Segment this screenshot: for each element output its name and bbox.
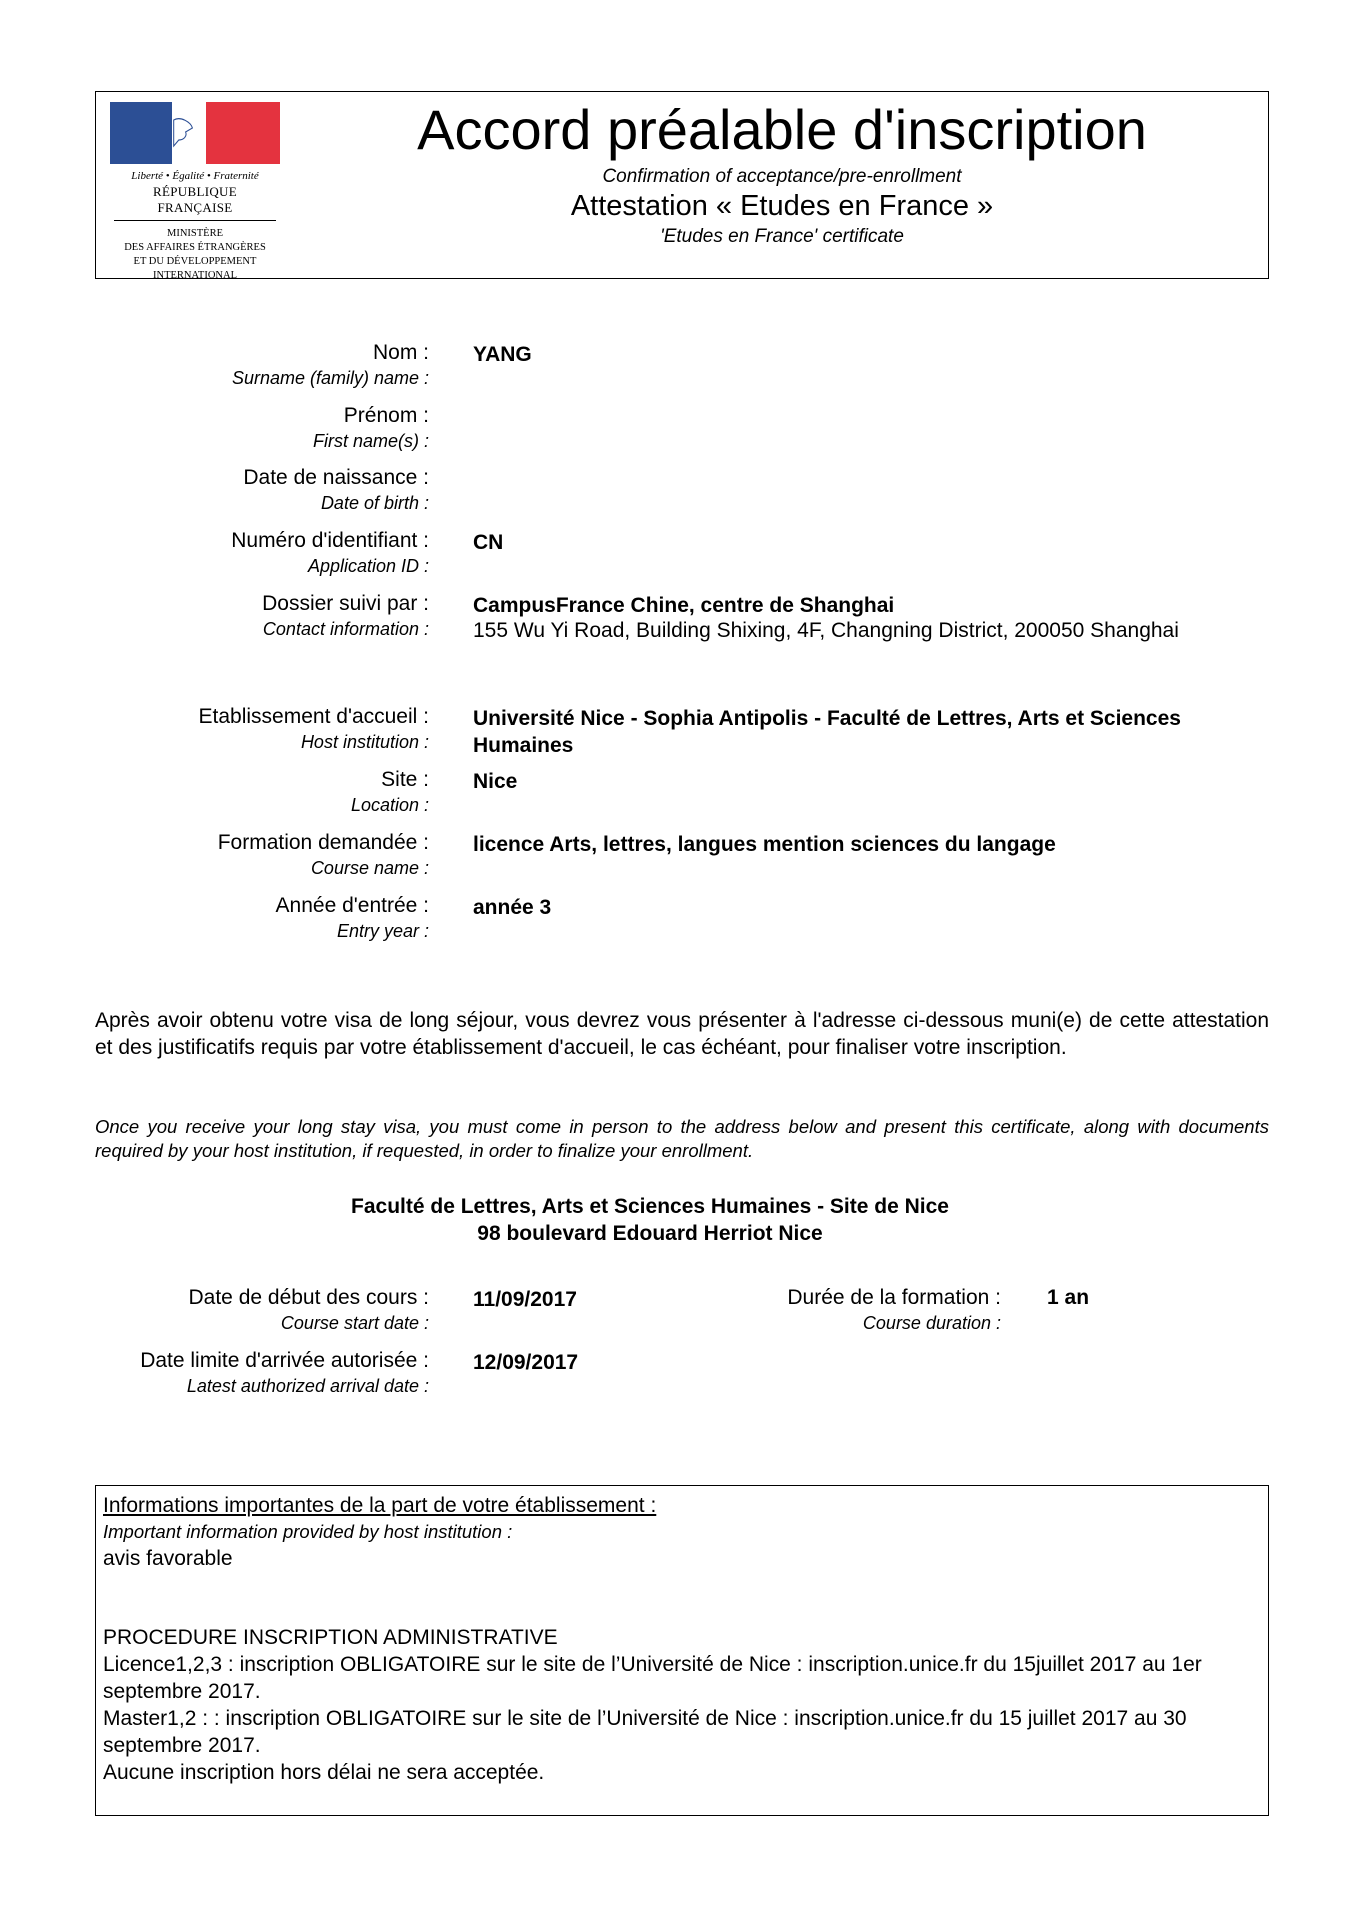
field-label: Année d'entrée : — [275, 894, 429, 917]
field-value: Nice — [473, 770, 518, 793]
field-label: Date de début des cours : — [188, 1286, 429, 1309]
field-sublabel: Course duration : — [862, 1313, 1001, 1333]
field-label: Site : — [381, 768, 429, 791]
field-sublabel: Course name : — [310, 858, 429, 878]
field-label: Numéro d'identifiant : — [231, 529, 429, 552]
field-sublabel: Surname (family) name : — [231, 368, 429, 388]
marianne-flag-icon — [110, 102, 280, 164]
field-value: licence Arts, lettres, langues mention sciences du langage — [473, 833, 1056, 856]
field-label: Nom : — [372, 341, 429, 364]
field-sublabel: First name(s) : — [312, 431, 429, 451]
field-identifiant — [0, 529, 1357, 585]
logo-ministry: MINISTÈRE DES AFFAIRES ÉTRANGÈRES ET DU DÉVELOPPEMENT INTERNATIONAL — [124, 228, 266, 281]
header-box — [95, 91, 1269, 279]
field-nom — [0, 341, 1357, 397]
instructions-en: Once you receive your long stay visa, you must come in person to the address below and present this certificate, along with documents required by your host institution, if requested, in order to finalize your enrollment. — [95, 1116, 1269, 1161]
logo-motto: Liberté • Égalité • Fraternité — [131, 170, 259, 182]
field-date-debut — [0, 1286, 1357, 1342]
field-date-limite — [0, 1349, 1357, 1405]
field-label: Date de naissance : — [243, 466, 429, 489]
address-line-2: 98 boulevard Edouard Herriot Nice — [477, 1222, 823, 1245]
attestation-title: Attestation « Etudes en France » — [570, 190, 994, 222]
field-sublabel: Contact information : — [262, 619, 429, 639]
field-site — [0, 768, 1357, 824]
logo-republic: RÉPUBLIQUE FRANÇAISE — [114, 184, 276, 221]
page-subtitle-en: Confirmation of acceptance/pre-enrollment — [602, 166, 962, 187]
field-dossier — [0, 592, 1357, 648]
attestation-title-en: 'Etudes en France' certificate — [660, 226, 904, 247]
info-line: Licence1,2,3 : inscription OBLIGATOIRE sur le site de l’Université de Nice : inscription.unice.fr du 15juillet 2017 au 1er septembre 2017. — [103, 1653, 1202, 1703]
field-date-naissance — [0, 466, 1357, 522]
field-sublabel: Host institution : — [300, 732, 429, 752]
page-title: Accord préalable d'inscription — [417, 98, 1147, 161]
field-annee-entree — [0, 894, 1357, 950]
field-value: CampusFrance Chine, centre de Shanghai — [473, 594, 895, 617]
address-block — [0, 1193, 1300, 1247]
important-info-box — [95, 1485, 1269, 1816]
field-sublabel: Entry year : — [336, 921, 429, 941]
field-label: Date limite d'arrivée autorisée : — [140, 1349, 429, 1372]
field-value: YANG — [473, 343, 532, 366]
field-label: Durée de la formation : — [787, 1286, 1001, 1309]
field-value: Université Nice - Sophia Antipolis - Faculté de Lettres, Arts et Sciences Humaines — [473, 707, 1181, 757]
field-value: 1 an — [1047, 1286, 1090, 1309]
contact-address: 155 Wu Yi Road, Building Shixing, 4F, Changning District, 200050 Shanghai — [473, 619, 1179, 642]
field-value: 12/09/2017 — [473, 1351, 579, 1374]
field-label: Dossier suivi par : — [262, 592, 429, 615]
field-value: CN — [473, 531, 504, 554]
field-etablissement — [0, 705, 1357, 761]
field-sublabel: Latest authorized arrival date : — [186, 1376, 429, 1396]
field-sublabel: Application ID : — [307, 556, 429, 576]
field-prenom — [0, 404, 1357, 460]
field-sublabel: Date of birth : — [320, 493, 429, 513]
field-formation — [0, 831, 1357, 887]
address-line-1: Faculté de Lettres, Arts et Sciences Humaines - Site de Nice — [351, 1195, 949, 1218]
field-sublabel: Course start date : — [280, 1313, 429, 1333]
info-line: Master1,2 : : inscription OBLIGATOIRE sur le site de l’Université de Nice : inscription.unice.fr du 15 juillet 2017 au 30 septembre 2017. — [103, 1707, 1187, 1757]
instructions-fr: Après avoir obtenu votre visa de long séjour, vous devrez vous présenter à l'adresse ci-dessous muni(e) de cette attestation et des justificatifs requis par votre établissement d'accueil, le cas échéant, pour finaliser votre inscription. — [95, 1009, 1269, 1059]
field-label: Etablissement d'accueil : — [198, 705, 429, 728]
field-sublabel: Location : — [350, 795, 429, 815]
field-label: Formation demandée : — [217, 831, 429, 854]
republique-francaise-logo — [110, 102, 280, 283]
info-subtitle: Important information provided by host institution : — [103, 1521, 513, 1542]
field-label: Prénom : — [343, 404, 429, 427]
info-line: PROCEDURE INSCRIPTION ADMINISTRATIVE — [103, 1626, 558, 1649]
info-title: Informations importantes de la part de votre établissement : — [103, 1494, 657, 1517]
info-opinion: avis favorable — [103, 1547, 233, 1570]
field-value: 11/09/2017 — [473, 1288, 577, 1311]
field-value: année 3 — [473, 896, 552, 919]
info-line: Aucune inscription hors délai ne sera acceptée. — [103, 1761, 545, 1784]
